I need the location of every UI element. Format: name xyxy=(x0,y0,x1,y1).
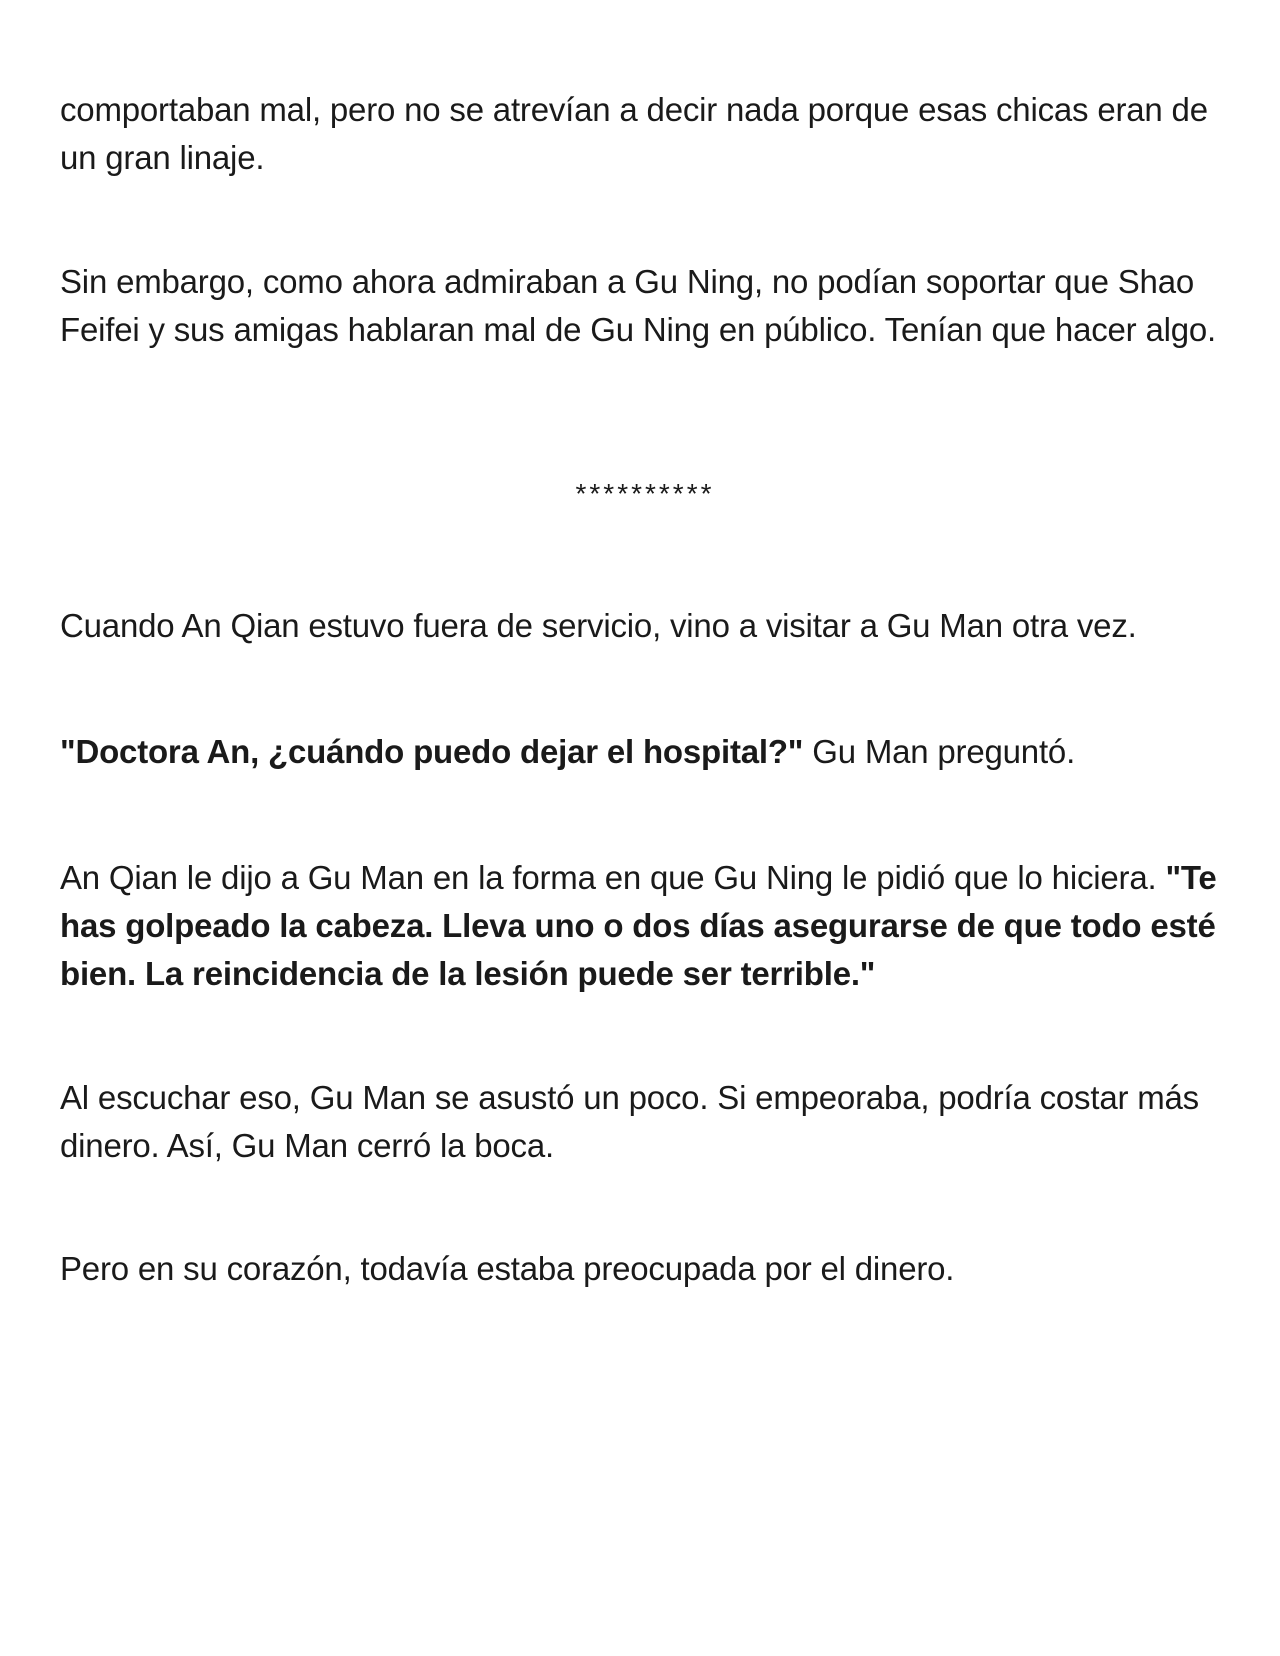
paragraph-3-text: Cuando An Qian estuvo fuera de servicio, vino a visitar a Gu Man otra vez. xyxy=(60,607,1137,644)
paragraph-2 xyxy=(60,258,1230,354)
paragraph-2-text: Sin embargo, como ahora admiraban a Gu Ning, no podían soportar que Shao Feifei y sus amigas hablaran mal de Gu Ning en público. Tenían que hacer algo. xyxy=(60,263,1216,348)
paragraph-3 xyxy=(60,602,1230,650)
paragraph-1 xyxy=(60,86,1230,182)
paragraph-7-text: Pero en su corazón, todavía estaba preocupada por el dinero. xyxy=(60,1250,955,1287)
document-page xyxy=(60,0,1230,1656)
paragraph-4 xyxy=(60,728,1230,776)
paragraph-1-text: comportaban mal, pero no se atrevían a decir nada porque esas chicas eran de un gran linaje. xyxy=(60,91,1208,176)
dialogue-quote-2: "Te has golpeado la cabeza. Lleva uno o dos días asegurarse de que todo esté bien. La reincidencia de la lesión puede ser terrible." xyxy=(60,859,1217,992)
paragraph-6-text: Al escuchar eso, Gu Man se asustó un poco. Si empeoraba, podría costar más dinero. Así, Gu Man cerró la boca. xyxy=(60,1079,1199,1164)
section-separator xyxy=(60,474,1230,514)
paragraph-4-text: Gu Man preguntó. xyxy=(803,733,1076,770)
dialogue-quote-1: "Doctora An, ¿cuándo puedo dejar el hospital?" xyxy=(60,733,804,770)
paragraph-7 xyxy=(60,1245,1230,1293)
paragraph-6 xyxy=(60,1074,1230,1170)
separator-asterisks: ********** xyxy=(575,478,715,509)
paragraph-5-text: An Qian le dijo a Gu Man en la forma en que Gu Ning le pidió que lo hiciera. xyxy=(60,859,1166,896)
paragraph-5 xyxy=(60,854,1230,998)
